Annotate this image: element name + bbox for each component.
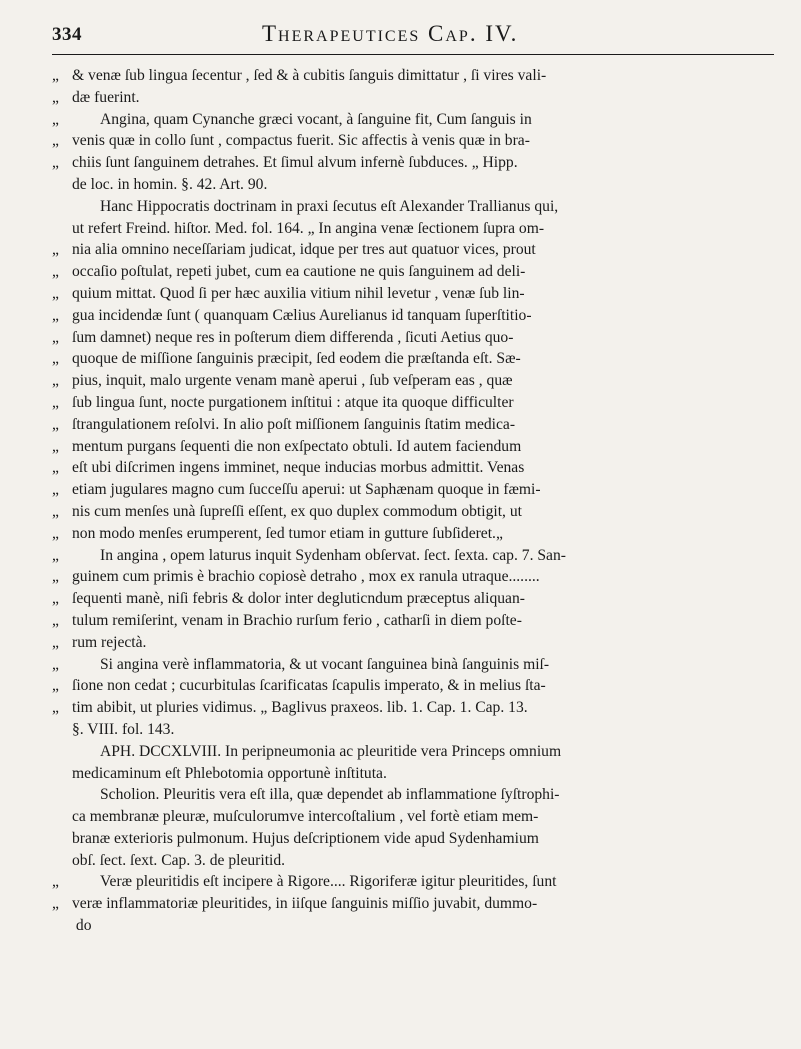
quote-mark: „	[52, 459, 59, 477]
page-header	[52, 18, 774, 55]
text-line	[52, 741, 774, 763]
quote-mark: „	[52, 590, 59, 608]
line-text: ſub lingua ſunt, nocte purgationem inſtitui : atque ita quoque difficulter	[72, 393, 514, 411]
quote-mark: „	[52, 873, 59, 891]
text-line	[52, 850, 774, 872]
line-text: do	[72, 917, 92, 935]
text-line	[52, 828, 774, 850]
quote-mark: „	[52, 502, 59, 520]
text-line	[52, 348, 774, 370]
quote-mark: „	[52, 568, 59, 586]
quote-mark: „	[52, 372, 59, 390]
quote-mark: „	[52, 154, 59, 172]
text-line	[52, 305, 774, 327]
line-text: & venæ ſub lingua ſecentur , ſed & à cubitis ſanguis dimittatur , ſi vires vali-	[72, 67, 547, 84]
quote-mark: „	[52, 481, 59, 499]
line-text: Si angina verè inflammatoria, & ut vocant ſanguinea binà ſanguinis miſ-	[100, 655, 550, 673]
quote-mark: „	[52, 415, 59, 433]
line-text: veræ inflammatoriæ pleuritides, in iiſque ſanguinis miſſio juvabit, dummo-	[72, 895, 538, 913]
line-text: etiam jugulares magno cum ſucceſſu aperui: ut Saphænam quoque in fæmi-	[72, 481, 541, 499]
text-line	[52, 588, 774, 610]
quote-mark: „	[52, 699, 59, 717]
line-text: APH. DCCXLVIII. In peripneumonia ac pleuritide vera Princeps omnium	[100, 742, 562, 760]
text-line	[52, 327, 774, 349]
text-line	[52, 610, 774, 632]
line-text: venis quæ in collo ſunt , compactus fuerit. Sic affectis à venis quæ in bra-	[72, 132, 530, 150]
text-line	[52, 370, 774, 392]
quote-mark: „	[52, 67, 59, 84]
line-text: obſ. ſect. ſext. Cap. 3. de pleuritid.	[72, 851, 286, 869]
line-text: branæ exterioris pulmonum. Hujus deſcriptionem vide apud Sydenhamium	[72, 829, 539, 847]
line-text: ca membranæ pleuræ, muſculorumve intercoſtalium , vel fortè etiam mem-	[72, 808, 539, 826]
text-line	[52, 65, 774, 87]
line-text: gua incidendæ ſunt ( quanquam Cælius Aurelianus id tanquam ſuperſtitio-	[72, 306, 532, 324]
page-number: 334	[52, 24, 82, 45]
text-line	[52, 915, 774, 937]
text-line	[52, 392, 774, 414]
text-line	[52, 719, 774, 741]
line-text: ſequenti manè, niſi febris & dolor inter degluticndum præceptus aliquan-	[72, 590, 525, 608]
text-line	[52, 479, 774, 501]
line-text: ſum damnet) neque res in poſterum diem differenda , ſicuti Aetius quo-	[72, 328, 514, 346]
line-text: quoque de miſſione ſanguinis præcipit, ſed eodem die præſtanda eſt. Sæ-	[72, 350, 521, 368]
text-line	[52, 545, 774, 567]
line-text: §. VIII. fol. 143.	[72, 720, 175, 738]
text-line	[52, 654, 774, 676]
quote-mark: „	[52, 393, 59, 411]
line-text: medicaminum eſt Phlebotomia opportunè inſtituta.	[72, 764, 387, 782]
line-text: de loc. in homin. §. 42. Art. 90.	[72, 175, 268, 193]
line-text: ut refert Freind. hiſtor. Med. fol. 164. „ In angina venæ ſectionem ſupra om-	[72, 219, 545, 237]
text-line	[52, 675, 774, 697]
quote-mark: „	[52, 350, 59, 368]
quote-mark: „	[52, 437, 59, 455]
text-line	[52, 196, 774, 218]
line-text: ſtrangulationem reſolvi. In alio poſt miſſionem ſanguinis ſtatim medica-	[72, 415, 516, 433]
book-page	[52, 18, 774, 1038]
quote-mark: „	[52, 306, 59, 324]
line-text: dæ fuerint.	[72, 88, 140, 106]
text-line	[52, 109, 774, 131]
line-text: chiis ſunt ſanguinem detrahes. Et ſimul alvum infernè ſubduces. „ Hipp.	[72, 154, 518, 172]
line-text: Hanc Hippocratis doctrinam in praxi ſecutus eſt Alexander Trallianus qui,	[100, 197, 559, 215]
quote-mark: „	[52, 263, 59, 281]
line-text: tulum remiſerint, venam in Brachio rurſum ferio , catharſi in diem poſte-	[72, 611, 522, 629]
text-line	[52, 697, 774, 719]
text-line	[52, 152, 774, 174]
text-line	[52, 523, 774, 545]
text-line	[52, 414, 774, 436]
text-line	[52, 893, 774, 915]
line-text: quium mittat. Quod ſi per hæc auxilia vitium nihil levetur , venæ ſub lin-	[72, 284, 525, 302]
text-line	[52, 436, 774, 458]
quote-mark: „	[52, 88, 59, 106]
quote-mark: „	[52, 655, 59, 673]
text-line	[52, 871, 774, 893]
text-line	[52, 501, 774, 523]
quote-mark: „	[52, 611, 59, 629]
text-line	[52, 763, 774, 785]
text-line	[52, 174, 774, 196]
body-text	[52, 65, 774, 937]
text-line	[52, 632, 774, 654]
line-text: eſt ubi diſcrimen ingens imminet, neque inducias morbus admittit. Venas	[72, 459, 525, 477]
quote-mark: „	[52, 524, 59, 542]
text-line	[52, 806, 774, 828]
text-line	[52, 283, 774, 305]
quote-mark: „	[52, 284, 59, 302]
quote-mark: „	[52, 895, 59, 913]
text-line	[52, 130, 774, 152]
running-head: Therapeutices Cap. IV.	[262, 21, 519, 46]
line-text: In angina , opem laturus inquit Sydenham obſervat. ſect. ſexta. cap. 7. San-	[100, 546, 566, 564]
line-text: guinem cum primis è brachio copiosè detraho , mox ex ranula utraque........	[72, 568, 540, 586]
quote-mark: „	[52, 633, 59, 651]
text-line	[52, 457, 774, 479]
quote-mark: „	[52, 132, 59, 150]
line-text: occaſio poſtulat, repeti jubet, cum ea cautione ne quis ſanguinem ad deli-	[72, 263, 526, 281]
text-line	[52, 784, 774, 806]
quote-mark: „	[52, 110, 59, 128]
line-text: ſione non cedat ; cucurbitulas ſcarificatas ſcapulis imperato, & in melius ſta-	[72, 677, 546, 695]
text-line	[52, 218, 774, 240]
text-line	[52, 87, 774, 109]
line-text: Scholion. Pleuritis vera eſt illa, quæ dependet ab inflammatione ſyſtrophi-	[100, 786, 560, 804]
text-line	[52, 261, 774, 283]
line-text: non modo menſes erumperent, ſed tumor etiam in gutture ſubſideret.„	[72, 524, 503, 542]
text-line	[52, 239, 774, 261]
line-text: mentum purgans ſequenti die non exſpectato obtuli. Id autem faciendum	[72, 437, 522, 455]
line-text: rum rejectà.	[72, 633, 147, 651]
quote-mark: „	[52, 241, 59, 259]
quote-mark: „	[52, 546, 59, 564]
quote-mark: „	[52, 677, 59, 695]
line-text: Angina, quam Cynanche græci vocant, à ſanguine fit, Cum ſanguis in	[100, 110, 532, 128]
line-text: nis cum menſes unà ſupreſſi eſſent, ex quo duplex commodum obtigit, ut	[72, 502, 522, 520]
quote-mark: „	[52, 328, 59, 346]
text-line	[52, 566, 774, 588]
line-text: Veræ pleuritidis eſt incipere à Rigore.... Rigoriferæ igitur pleuritides, ſunt	[100, 873, 557, 891]
line-text: nia alia omnino neceſſariam judicat, idque per tres aut quatuor vices, prout	[72, 241, 536, 259]
line-text: pius, inquit, malo urgente venam manè aperui , ſub veſperam eas , quæ	[72, 372, 513, 390]
line-text: tim abibit, ut pluries vidimus. „ Baglivus praxeos. lib. 1. Cap. 1. Cap. 13.	[72, 699, 528, 717]
